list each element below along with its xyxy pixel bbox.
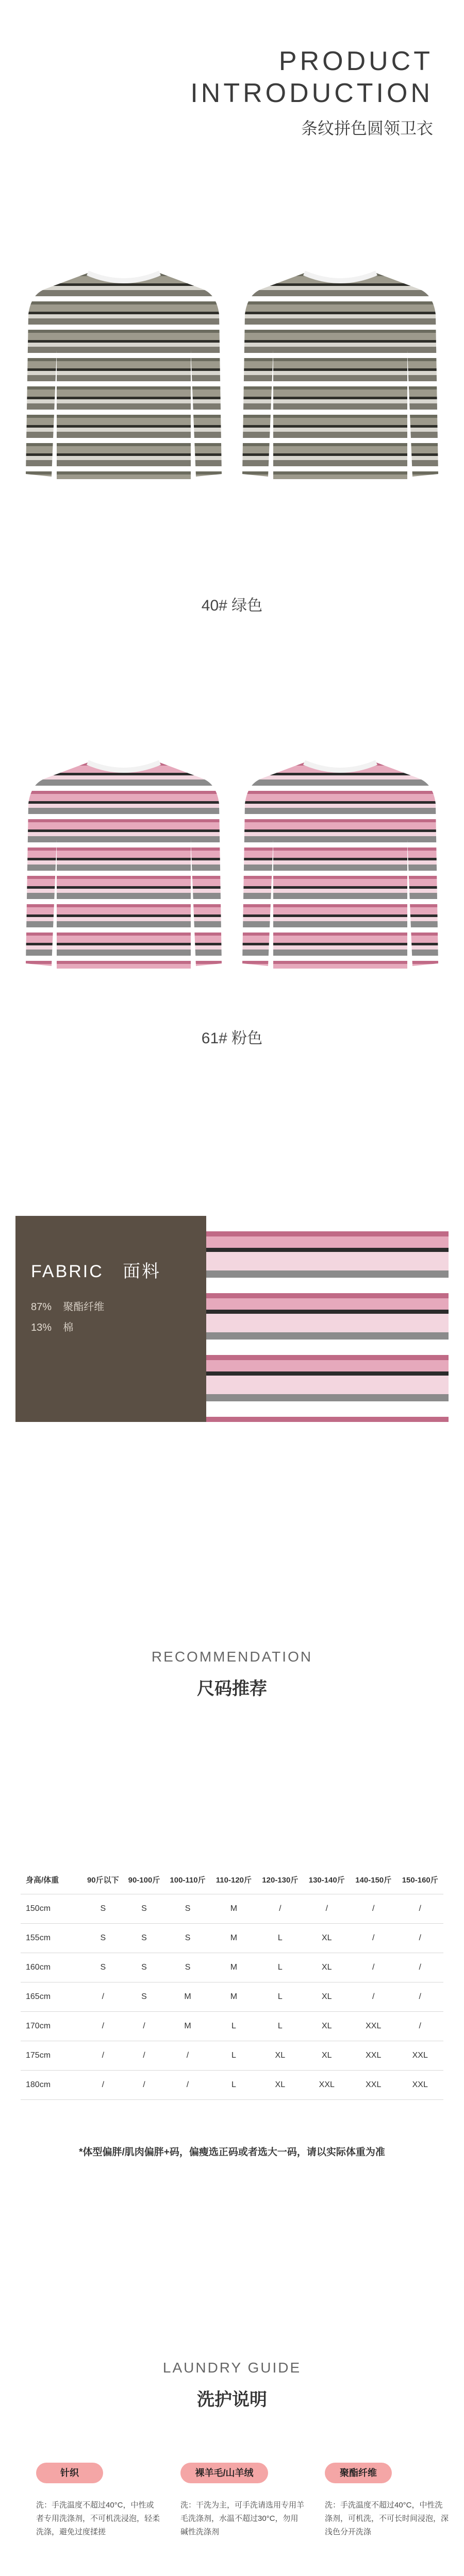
table-cell: XL [257,2041,303,2071]
product-photo-pink-front [26,757,222,974]
size-table-header [21,1865,443,1894]
table-cell: S [124,1982,165,2012]
table-row [21,1894,443,1924]
size-table-head-cell: 140-150斤 [350,1865,396,1894]
table-row [21,2012,443,2041]
table-cell: / [124,2012,165,2041]
care-label: 针织 [36,2463,103,2483]
table-cell: M [211,1982,257,2012]
table-cell: XL [304,2012,350,2041]
fabric-swatch-image [206,1216,449,1422]
care-text: 洗：手洗温度不超过40°C，中性洗涤剂，可机洗，不可长时间浸泡，深浅色分开洗涤 [325,2501,449,2536]
table-cell: / [164,2071,210,2100]
table-cell: 175cm [21,2041,82,2071]
product-photo-pink-back [242,757,438,974]
table-cell: / [82,2071,124,2100]
table-cell: XL [257,2071,303,2100]
size-table-head-cell: 身高/体重 [21,1865,82,1894]
table-cell: XL [304,2041,350,2071]
table-cell: / [396,2012,443,2041]
size-table-head-cell: 100-110斤 [164,1865,210,1894]
table-cell: / [396,1953,443,1982]
table-cell: XL [304,1953,350,1982]
size-table-head-cell: 120-130斤 [257,1865,303,1894]
table-cell: L [257,2012,303,2041]
size-table-head-cell: 150-160斤 [396,1865,443,1894]
fabric-pct: 87% [31,1301,52,1313]
table-cell: / [396,1894,443,1924]
table-cell: S [82,1953,124,1982]
size-table-head-cell: 90斤以下 [82,1865,124,1894]
header-title-line1: PRODUCT [278,46,433,76]
fabric-name: 棉 [63,1322,74,1333]
table-cell: / [396,1982,443,2012]
header-title-line2: INTRODUCTION [190,78,433,108]
table-cell: S [124,1953,165,1982]
table-cell: L [211,2041,257,2071]
table-row [21,1953,443,1982]
fabric-row [31,1298,104,1313]
table-cell: L [211,2071,257,2100]
care-text: 洗：手洗温度不超过40°C，中性或者专用洗涤剂，不可机洗浸泡，轻柔洗涤，避免过度揉搓 [36,2501,160,2536]
size-table-head-cell: 110-120斤 [211,1865,257,1894]
size-table-head-cell: 90-100斤 [124,1865,165,1894]
table-row [21,1982,443,2012]
table-cell: / [82,2041,124,2071]
table-cell: / [350,1894,396,1924]
table-cell: 150cm [21,1894,82,1924]
fabric-name: 聚酯纤维 [63,1301,105,1313]
table-cell: M [211,1953,257,1982]
fabric-label-cn: 面料 [123,1262,161,1281]
table-cell: XXL [396,2041,443,2071]
table-cell: XXL [350,2041,396,2071]
table-cell: XL [304,1982,350,2012]
table-cell: XXL [304,2071,350,2100]
laundry-heading-cn: 洗护说明 [197,2390,267,2410]
recommend-heading-cn: 尺码推荐 [197,1679,267,1699]
table-cell: XXL [396,2071,443,2100]
table-cell: S [124,1924,165,1953]
table-cell: M [211,1894,257,1924]
table-cell: / [82,2012,124,2041]
fabric-label-en: FABRIC [31,1262,104,1281]
table-cell: / [350,1953,396,1982]
table-cell: / [124,2071,165,2100]
product-photo-green-front [26,268,222,484]
table-cell: S [82,1924,124,1953]
product-photo-green-back [242,268,438,484]
table-cell: / [350,1982,396,2012]
table-cell: / [350,1924,396,1953]
table-cell: L [257,1982,303,2012]
table-row [21,2041,443,2071]
recommend-heading-en: RECOMMENDATION [151,1649,313,1665]
table-cell: S [124,1894,165,1924]
table-cell: S [164,1894,210,1924]
table-cell: / [304,1894,350,1924]
table-cell: S [164,1924,210,1953]
product-caption-pink: 61# 粉色 [201,1030,263,1047]
table-row [21,2071,443,2100]
table-cell: XXL [350,2071,396,2100]
table-cell: 155cm [21,1924,82,1953]
table-cell: XL [304,1924,350,1953]
table-cell: 165cm [21,1982,82,2012]
size-table [21,1865,443,2100]
table-cell: S [82,1894,124,1924]
table-cell: / [124,2041,165,2071]
table-cell: 170cm [21,2012,82,2041]
size-note: *体型偏胖/肌肉偏胖+码，偏瘦选正码或者选大一码，请以实际体重为准 [79,2147,385,2158]
table-cell: XXL [350,2012,396,2041]
header-subtitle: 条纹拼色圆领卫衣 [301,119,433,138]
table-cell: / [396,1924,443,1953]
table-cell: M [164,2012,210,2041]
size-table-head-cell: 130-140斤 [304,1865,350,1894]
table-cell: M [164,1982,210,2012]
table-cell: S [164,1953,210,1982]
table-cell: / [257,1894,303,1924]
table-cell: 160cm [21,1953,82,1982]
table-cell: L [257,1953,303,1982]
table-cell: / [164,2041,210,2071]
fabric-pct: 13% [31,1322,52,1333]
fabric-row [31,1319,73,1334]
table-cell: 180cm [21,2071,82,2100]
table-row [21,1924,443,1953]
care-text: 洗：干洗为主，可手洗请选用专用羊毛洗涤剂，水温不超过30°C，勿用碱性洗涤剂 [180,2501,305,2536]
table-cell: M [211,1924,257,1953]
table-cell: L [211,2012,257,2041]
fabric-label [31,1257,161,1282]
laundry-heading-en: LAUNDRY GUIDE [162,2360,302,2376]
product-caption-green: 40# 绿色 [201,597,263,614]
care-label: 聚酯纤维 [325,2463,392,2483]
table-cell: / [82,1982,124,2012]
table-cell: L [257,1924,303,1953]
care-label: 裸羊毛/山羊绒 [180,2463,268,2483]
